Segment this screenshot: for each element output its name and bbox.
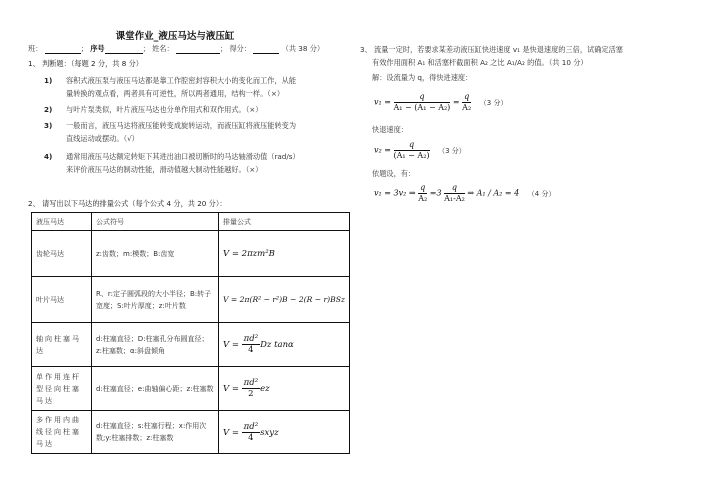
denominator: A₂ [462,103,472,112]
item-text-line1: 一般而言，液压马达将液压能转变成旋转运动，而液压缸将液压能转变为 [66,121,297,130]
fraction [242,334,260,355]
section3-heading-line1: 3、 流量一定时，若要求某差动液压缸快进速度 v₁ 是快退速度的三倍，试确定活塞 [360,45,623,54]
fraction [242,422,260,443]
section1-heading: 1、 判断题：（每题 2 分，共 8 分） [28,59,143,68]
fraction [242,378,260,399]
motor-name: 齿轮马达 [32,231,92,277]
fraction [394,140,430,161]
numerator: q [420,183,426,192]
numerator: q [464,92,470,101]
equals-three: =3 [429,188,442,198]
formula-tail: Dz tanα [260,340,294,350]
displacement-formula [219,411,350,454]
item-text-line2: 来评价液压马达的制动性能，滑动值越大制动性能越好。（×） [66,165,263,174]
denominator: A₂ [418,194,428,203]
item-number: 3) [44,121,53,130]
formula-lhs: V = [223,427,242,438]
section2-heading: 2、 请写出以下马达的排量公式（每个公式 4 分，共 20 分）： [28,199,227,208]
fraction [444,183,465,204]
motor-name: 叶片马达 [32,277,92,323]
equation-lhs: v₁ = 3v₂ ⇒ [374,188,416,198]
denominator: 2 [248,389,254,399]
points-label: （3 分） [438,146,466,155]
judge-item-2 [44,103,344,116]
table-row [32,277,350,323]
item-text-line2: 量转换的观点看，两者具有可逆性，所以两者通用，结构一样。（×） [66,89,285,98]
name-blank[interactable] [176,45,220,54]
column-header: 排量公式 [219,213,350,231]
retreat-label: 快退速度： [372,125,408,134]
solution-intro: 解：设流量为 q，得快进速度： [372,73,473,82]
denominator: 4 [248,432,254,443]
motor-name: 多作用内曲线径向柱塞马达 [32,411,92,454]
denominator: (A₁ − A₂) [393,151,430,160]
student-info-line [28,44,324,54]
item-number: 4) [44,152,53,161]
item-text-line1: 与叶片泵类似，叶片液压马达也分单作用式和双作用式。（×） [66,105,263,114]
motor-name: 轴向柱塞马达 [32,323,92,367]
formula-tail: sxyz [260,427,279,438]
table-row [32,367,350,411]
numerator: πd² [243,421,259,432]
given-label: 依题设，有： [372,169,416,178]
formula-symbols: z:齿数；m:模数；B:齿宽 [92,231,219,277]
fraction [394,92,451,113]
equation-result: ⇒ A₁ / A₂ = 4 [467,188,520,198]
score-label: 得分： [229,44,252,53]
motor-name: 单作用连杆型径向柱塞马达 [32,367,92,411]
fraction [462,92,471,113]
class-label: 班： [28,44,43,53]
displacement-formula [219,367,350,411]
formula-tail: ez [260,384,270,394]
column-header: 液压马达 [32,213,92,231]
item-text-line1: 通常用液压马达额定转矩下其进出油口被切断时的马达轴滑动值（rad/s） [66,152,300,161]
equation-lhs: v₁ = [374,97,391,107]
item-number: 2) [44,105,53,114]
judge-item-3 [44,119,344,145]
judge-item-1 [44,74,344,100]
displacement-formula-table [31,212,350,454]
class-blank[interactable] [45,45,81,54]
column-header: 公式符号 [92,213,219,231]
fraction [418,183,427,204]
numerator: q [444,183,465,194]
item-text-line1: 容积式液压泵与液压马达都是靠工作腔密封容积大小的变化而工作，从能 [66,76,297,85]
denominator: A₁-A₂ [444,194,465,203]
table-row [32,411,350,454]
seq-blank[interactable] [105,45,143,54]
separator: ； [219,44,228,53]
numerator: q [394,92,451,103]
table-row [32,323,350,367]
equation-retreat-speed [374,140,466,161]
formula-symbols: d:柱塞直径；s:柱塞行程；x:作用次数;y:柱塞排数；z:柱塞数 [92,411,219,454]
formula-lhs: V = [223,384,242,394]
seq-label: 序号 [90,44,105,53]
formula-symbols: R、r:定子圆弧段的大小半径；B:转子宽度；S:叶片厚度；z:叶片数 [92,277,219,323]
table-row [32,231,350,277]
displacement-formula: V = 2π(R² − r²)B − 2(R − r)BSz [219,277,350,323]
formula-lhs: V = [223,340,242,350]
item-number: 1) [44,76,53,85]
total-points: （共 38 分） [281,44,325,53]
equation-lhs: v₂ = [374,145,391,155]
separator: ； [80,44,88,53]
item-text-line2: 直线运动或摆动。（√） [66,134,139,143]
separator: ； [142,44,150,53]
numerator: q [394,140,430,151]
equation-ratio [374,183,555,204]
denominator: 4 [248,345,254,355]
numerator: πd² [243,378,259,388]
numerator: πd² [243,334,259,344]
score-blank[interactable] [253,45,279,54]
table-header-row [32,213,350,231]
points-label: （4 分） [527,189,556,198]
name-label: 姓名： [152,44,174,53]
points-label: （3 分） [479,98,508,107]
equals-sign: = [452,97,460,107]
displacement-formula [219,323,350,367]
equation-advance-speed [374,92,507,113]
denominator: A₁ − (A₁ − A₂) [393,103,451,112]
judge-item-4 [44,150,344,176]
displacement-formula: V = 2πzm²B [219,231,350,277]
section3-heading-line2: 有效作用面积 A₁ 和活塞杆截面积 A₂ 之比 A₁/A₂ 的值。（共 10 分） [372,58,588,67]
formula-symbols: d:柱塞直径；e:曲轴偏心距；z:柱塞数 [92,367,219,411]
formula-symbols: d:柱塞直径；D:柱塞孔分布圆直径；z:柱塞数；α:斜盘倾角 [92,323,219,367]
page-title: 课堂作业_液压马达与液压缸 [115,31,235,42]
